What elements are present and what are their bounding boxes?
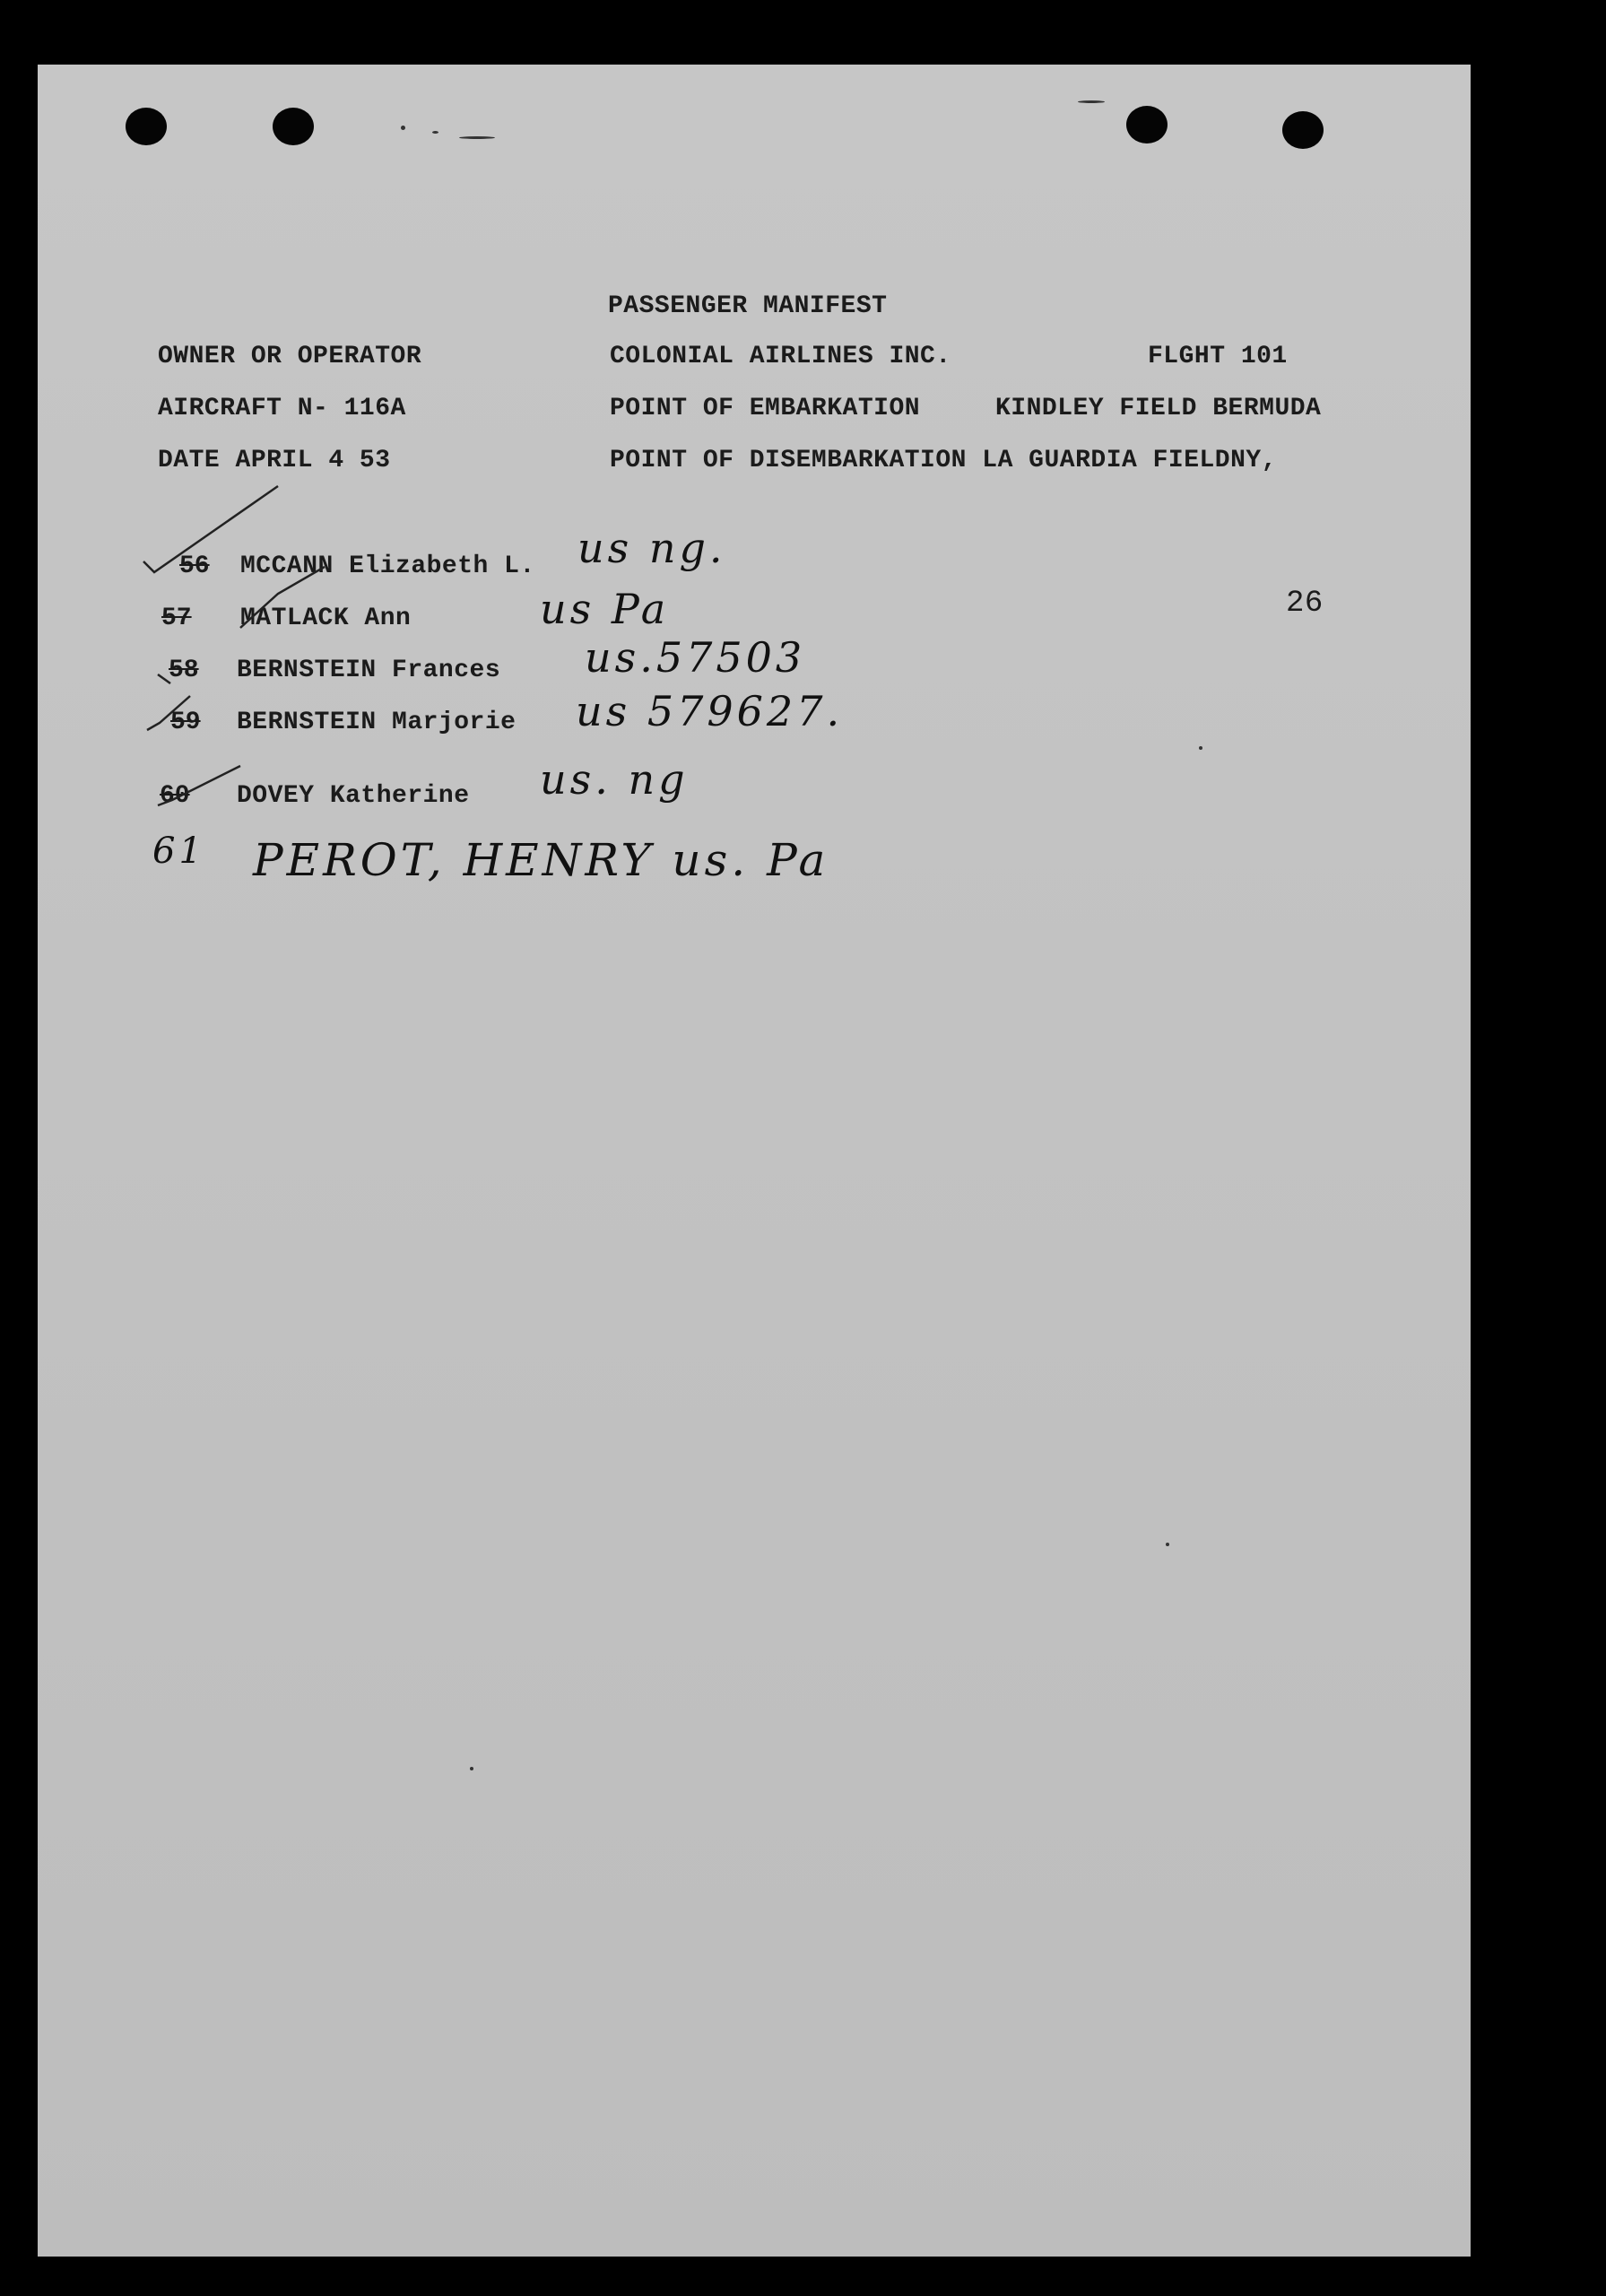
passenger-name: DOVEY Katherine (237, 782, 470, 810)
check-marks (38, 65, 1471, 2257)
embarkation-label: POINT OF EMBARKATION (610, 395, 921, 422)
passenger-name: BERNSTEIN Frances (237, 657, 501, 684)
check-mark (240, 567, 325, 628)
passenger-annotation: us ng. (577, 524, 726, 572)
manifest-title: PASSENGER MANIFEST (608, 292, 888, 320)
passenger-number: 59 (170, 709, 201, 736)
aircraft-id: AIRCRAFT N- 116A (158, 395, 406, 422)
check-mark (158, 674, 170, 683)
disembarkation-point: POINT OF DISEMBARKATION LA GUARDIA FIELDNY, (610, 447, 1278, 474)
passenger-number: 58 (169, 657, 199, 684)
owner-label: OWNER OR OPERATOR (158, 343, 422, 370)
handwritten-entry: PEROT, HENRY us. Pa (253, 834, 829, 886)
handwritten-entry-number: 61 (152, 831, 205, 872)
flight-number: FLGHT 101 (1148, 343, 1288, 370)
passenger-annotation: us Pa (540, 585, 670, 633)
check-mark (158, 766, 240, 805)
passenger-name: MATLACK Ann (240, 604, 412, 632)
check-mark (147, 696, 190, 730)
passenger-annotation: us 579627. (576, 687, 844, 735)
owner-value: COLONIAL AIRLINES INC. (610, 343, 951, 370)
passenger-annotation: us.57503 (585, 633, 806, 682)
passenger-name: BERNSTEIN Marjorie (237, 709, 517, 736)
check-mark (143, 486, 278, 572)
passenger-name: MCCANN Elizabeth L. (240, 552, 535, 580)
passenger-number: 60 (160, 782, 190, 810)
passenger-number: 56 (179, 552, 210, 580)
passenger-number: 57 (161, 604, 192, 632)
page-count: 26 (1286, 587, 1324, 621)
passenger-annotation: us. ng (540, 755, 689, 804)
flight-date: DATE APRIL 4 53 (158, 447, 391, 474)
manifest-sheet (38, 65, 1471, 2257)
embarkation-value: KINDLEY FIELD BERMUDA (995, 395, 1322, 422)
